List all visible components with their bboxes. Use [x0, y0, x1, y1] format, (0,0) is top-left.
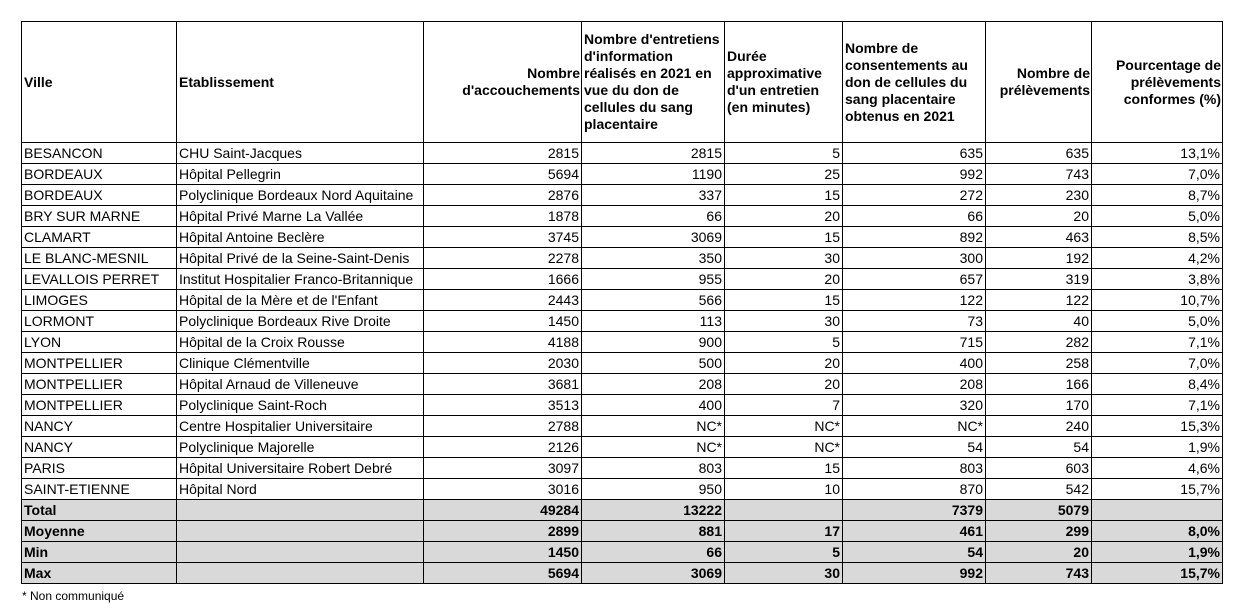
cell-etablissement: Clinique Clémentville: [177, 353, 424, 374]
cell-accouchements: 5694: [424, 563, 582, 584]
cell-duree: 10: [725, 479, 843, 500]
cell-pourcentage: 13,1%: [1092, 143, 1223, 164]
cell-consentements: 54: [843, 542, 986, 563]
cell-entretiens: 881: [582, 521, 725, 542]
table-row: [22, 269, 1223, 290]
cell-pourcentage: 5,0%: [1092, 311, 1223, 332]
cell-prelevements: 122: [986, 290, 1092, 311]
cell-pourcentage: 5,0%: [1092, 206, 1223, 227]
cell-accouchements: 1878: [424, 206, 582, 227]
cell-entretiens: 3069: [582, 563, 725, 584]
cell-ville: SAINT-ETIENNE: [22, 479, 177, 500]
cell-duree: 15: [725, 458, 843, 479]
table-row: [22, 374, 1223, 395]
cell-entretiens: 803: [582, 458, 725, 479]
cell-duree: 20: [725, 269, 843, 290]
cell-duree: 25: [725, 164, 843, 185]
table-row: [22, 227, 1223, 248]
cell-accouchements: 3745: [424, 227, 582, 248]
cell-prelevements: 54: [986, 437, 1092, 458]
cell-consentements: 122: [843, 290, 986, 311]
summary-row: [22, 542, 1223, 563]
cell-accouchements: 2815: [424, 143, 582, 164]
cell-prelevements: 5079: [986, 500, 1092, 521]
cell-etablissement: Institut Hospitalier Franco-Britannique: [177, 269, 424, 290]
cell-entretiens: 350: [582, 248, 725, 269]
cell-duree: NC*: [725, 437, 843, 458]
cell-pourcentage: 15,7%: [1092, 563, 1223, 584]
cell-accouchements: 4188: [424, 332, 582, 353]
cell-prelevements: 240: [986, 416, 1092, 437]
header-duree: Durée approximative d'un entretien (en minutes): [725, 22, 843, 143]
cell-prelevements: 743: [986, 563, 1092, 584]
table-row: [22, 143, 1223, 164]
cell-entretiens: 3069: [582, 227, 725, 248]
cell-consentements: 300: [843, 248, 986, 269]
cell-etablissement: Hôpital Privé de la Seine-Saint-Denis: [177, 248, 424, 269]
table-row: [22, 353, 1223, 374]
cell-accouchements: 2443: [424, 290, 582, 311]
cell-prelevements: 166: [986, 374, 1092, 395]
cell-consentements: 400: [843, 353, 986, 374]
table-row: [22, 206, 1223, 227]
cell-consentements: 992: [843, 563, 986, 584]
cell-prelevements: 192: [986, 248, 1092, 269]
cell-entretiens: NC*: [582, 437, 725, 458]
cell-consentements: 803: [843, 458, 986, 479]
cell-ville: MONTPELLIER: [22, 374, 177, 395]
cell-ville: Total: [22, 500, 177, 521]
cell-consentements: 461: [843, 521, 986, 542]
cell-pourcentage: 8,4%: [1092, 374, 1223, 395]
cell-duree: [725, 500, 843, 521]
cell-entretiens: 13222: [582, 500, 725, 521]
cell-ville: LE BLANC-MESNIL: [22, 248, 177, 269]
cell-etablissement: Hôpital de la Croix Rousse: [177, 332, 424, 353]
cell-entretiens: 66: [582, 206, 725, 227]
cell-pourcentage: [1092, 500, 1223, 521]
cell-duree: 7: [725, 395, 843, 416]
cell-prelevements: 635: [986, 143, 1092, 164]
cell-consentements: 208: [843, 374, 986, 395]
cell-etablissement: Polyclinique Saint-Roch: [177, 395, 424, 416]
cell-pourcentage: 1,9%: [1092, 437, 1223, 458]
table-row: [22, 416, 1223, 437]
cell-pourcentage: 7,0%: [1092, 164, 1223, 185]
cell-duree: 5: [725, 542, 843, 563]
cell-etablissement: [177, 563, 424, 584]
cell-etablissement: [177, 500, 424, 521]
cell-etablissement: Hôpital Nord: [177, 479, 424, 500]
cell-prelevements: 230: [986, 185, 1092, 206]
cell-consentements: 657: [843, 269, 986, 290]
cell-accouchements: 1450: [424, 311, 582, 332]
cell-pourcentage: 8,0%: [1092, 521, 1223, 542]
footnote: * Non communiqué: [22, 589, 125, 603]
cell-consentements: 892: [843, 227, 986, 248]
cell-entretiens: 400: [582, 395, 725, 416]
cell-duree: NC*: [725, 416, 843, 437]
cell-prelevements: 20: [986, 206, 1092, 227]
cell-ville: BRY SUR MARNE: [22, 206, 177, 227]
cell-duree: 15: [725, 227, 843, 248]
cell-ville: CLAMART: [22, 227, 177, 248]
table-row: [22, 437, 1223, 458]
cell-consentements: 54: [843, 437, 986, 458]
cell-consentements: 320: [843, 395, 986, 416]
header-etablissement: Etablissement: [177, 22, 424, 143]
header-accouchements: Nombre d'accouchements: [424, 22, 582, 143]
cell-pourcentage: 7,0%: [1092, 353, 1223, 374]
cell-ville: BORDEAUX: [22, 164, 177, 185]
cell-prelevements: 463: [986, 227, 1092, 248]
cell-pourcentage: 4,6%: [1092, 458, 1223, 479]
cell-accouchements: 2899: [424, 521, 582, 542]
cell-etablissement: Hôpital Antoine Beclère: [177, 227, 424, 248]
cell-pourcentage: 4,2%: [1092, 248, 1223, 269]
cell-prelevements: 170: [986, 395, 1092, 416]
cell-pourcentage: 3,8%: [1092, 269, 1223, 290]
cell-prelevements: 743: [986, 164, 1092, 185]
cell-consentements: 66: [843, 206, 986, 227]
cell-etablissement: Hôpital Pellegrin: [177, 164, 424, 185]
table-row: [22, 479, 1223, 500]
cell-consentements: 272: [843, 185, 986, 206]
cell-entretiens: 950: [582, 479, 725, 500]
cell-pourcentage: 7,1%: [1092, 332, 1223, 353]
cell-etablissement: Centre Hospitalier Universitaire: [177, 416, 424, 437]
cell-accouchements: 3016: [424, 479, 582, 500]
cell-accouchements: 2030: [424, 353, 582, 374]
table-row: [22, 332, 1223, 353]
header-ville: Ville: [22, 22, 177, 143]
cell-duree: 17: [725, 521, 843, 542]
cell-ville: Moyenne: [22, 521, 177, 542]
cell-duree: 15: [725, 290, 843, 311]
cell-entretiens: 66: [582, 542, 725, 563]
cell-accouchements: 2278: [424, 248, 582, 269]
cell-etablissement: Hôpital Arnaud de Villeneuve: [177, 374, 424, 395]
cell-accouchements: 1666: [424, 269, 582, 290]
cell-etablissement: Hôpital Universitaire Robert Debré: [177, 458, 424, 479]
cell-ville: MONTPELLIER: [22, 395, 177, 416]
cell-accouchements: 1450: [424, 542, 582, 563]
cell-entretiens: 500: [582, 353, 725, 374]
cell-consentements: 7379: [843, 500, 986, 521]
cell-etablissement: CHU Saint-Jacques: [177, 143, 424, 164]
cell-duree: 5: [725, 143, 843, 164]
cell-etablissement: [177, 542, 424, 563]
cell-pourcentage: 8,7%: [1092, 185, 1223, 206]
table-row: [22, 290, 1223, 311]
cell-pourcentage: 7,1%: [1092, 395, 1223, 416]
cell-entretiens: 208: [582, 374, 725, 395]
cell-entretiens: 113: [582, 311, 725, 332]
summary-row: [22, 521, 1223, 542]
header-prelevements: Nombre de prélèvements: [986, 22, 1092, 143]
cell-etablissement: Hôpital Privé Marne La Vallée: [177, 206, 424, 227]
cell-duree: 5: [725, 332, 843, 353]
cell-accouchements: 2126: [424, 437, 582, 458]
cell-duree: 30: [725, 563, 843, 584]
cell-duree: 20: [725, 353, 843, 374]
cell-accouchements: 3097: [424, 458, 582, 479]
table-row: [22, 458, 1223, 479]
cell-entretiens: 566: [582, 290, 725, 311]
table-row: [22, 395, 1223, 416]
cell-accouchements: 2788: [424, 416, 582, 437]
cell-consentements: 870: [843, 479, 986, 500]
cell-ville: MONTPELLIER: [22, 353, 177, 374]
table-row: [22, 185, 1223, 206]
cell-accouchements: 49284: [424, 500, 582, 521]
cell-prelevements: 299: [986, 521, 1092, 542]
cell-ville: NANCY: [22, 416, 177, 437]
cell-duree: 20: [725, 206, 843, 227]
header-row: [22, 22, 1223, 143]
cell-ville: BORDEAUX: [22, 185, 177, 206]
cell-entretiens: 2815: [582, 143, 725, 164]
cell-prelevements: 40: [986, 311, 1092, 332]
cell-pourcentage: 10,7%: [1092, 290, 1223, 311]
cell-ville: LIMOGES: [22, 290, 177, 311]
cell-duree: 15: [725, 185, 843, 206]
cell-prelevements: 542: [986, 479, 1092, 500]
cell-ville: LEVALLOIS PERRET: [22, 269, 177, 290]
cell-pourcentage: 1,9%: [1092, 542, 1223, 563]
cell-duree: 20: [725, 374, 843, 395]
cell-ville: Min: [22, 542, 177, 563]
summary-row: [22, 563, 1223, 584]
cell-prelevements: 258: [986, 353, 1092, 374]
data-table: [21, 21, 1223, 584]
header-pourcentage: Pourcentage de prélèvements conformes (%): [1092, 22, 1223, 143]
cell-consentements: 635: [843, 143, 986, 164]
summary-row: [22, 500, 1223, 521]
header-entretiens: Nombre d'entretiens d'information réalisés en 2021 en vue du don de cellules du sang placentaire: [582, 22, 725, 143]
cell-entretiens: NC*: [582, 416, 725, 437]
cell-consentements: 715: [843, 332, 986, 353]
cell-prelevements: 603: [986, 458, 1092, 479]
cell-entretiens: 1190: [582, 164, 725, 185]
cell-consentements: NC*: [843, 416, 986, 437]
table-row: [22, 248, 1223, 269]
cell-ville: Max: [22, 563, 177, 584]
cell-etablissement: Polyclinique Bordeaux Rive Droite: [177, 311, 424, 332]
cell-accouchements: 2876: [424, 185, 582, 206]
cell-prelevements: 282: [986, 332, 1092, 353]
cell-etablissement: [177, 521, 424, 542]
cell-ville: LORMONT: [22, 311, 177, 332]
cell-prelevements: 20: [986, 542, 1092, 563]
cell-entretiens: 955: [582, 269, 725, 290]
table-row: [22, 311, 1223, 332]
cell-entretiens: 900: [582, 332, 725, 353]
cell-accouchements: 3513: [424, 395, 582, 416]
cell-duree: 30: [725, 311, 843, 332]
cell-ville: LYON: [22, 332, 177, 353]
cell-etablissement: Hôpital de la Mère et de l'Enfant: [177, 290, 424, 311]
cell-accouchements: 3681: [424, 374, 582, 395]
cell-entretiens: 337: [582, 185, 725, 206]
cell-etablissement: Polyclinique Bordeaux Nord Aquitaine: [177, 185, 424, 206]
cell-pourcentage: 15,7%: [1092, 479, 1223, 500]
table-body: [22, 143, 1223, 584]
cell-pourcentage: 15,3%: [1092, 416, 1223, 437]
cell-consentements: 992: [843, 164, 986, 185]
cell-prelevements: 319: [986, 269, 1092, 290]
cell-etablissement: Polyclinique Majorelle: [177, 437, 424, 458]
table-row: [22, 164, 1223, 185]
cell-pourcentage: 8,5%: [1092, 227, 1223, 248]
cell-ville: BESANCON: [22, 143, 177, 164]
cell-consentements: 73: [843, 311, 986, 332]
cell-duree: 30: [725, 248, 843, 269]
header-consentements: Nombre de consentements au don de cellules du sang placentaire obtenus en 2021: [843, 22, 986, 143]
cell-ville: NANCY: [22, 437, 177, 458]
cell-accouchements: 5694: [424, 164, 582, 185]
cell-ville: PARIS: [22, 458, 177, 479]
